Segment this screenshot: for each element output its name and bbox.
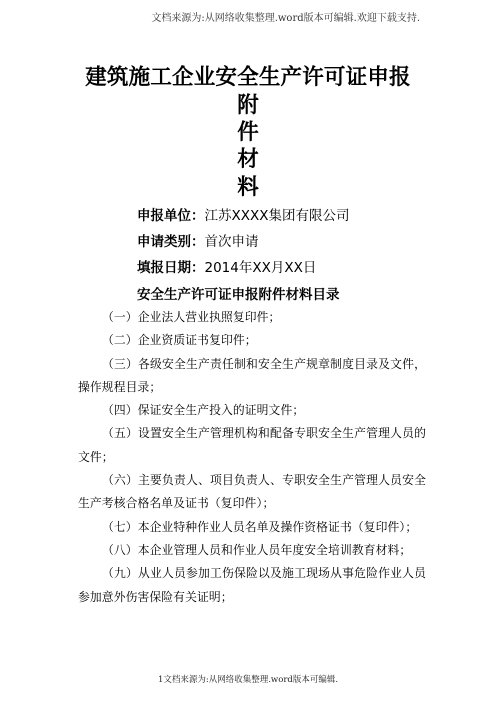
title-char: 件	[237, 120, 259, 146]
meta-value: 江苏XXXX集团有限公司	[204, 208, 350, 224]
list-item: （七）本企业特种作业人员名单及操作资格证书（复印件）；	[102, 519, 418, 534]
list-item: （八）本企业管理人员和作业人员年度安全培训教育材料；	[102, 542, 412, 557]
list-item: （五）设置安全生产管理机构和配备专职安全生产管理人员的文件；	[78, 426, 426, 464]
meta-category	[137, 230, 259, 250]
document-title: 建筑施工企业安全生产许可证申报	[85, 65, 411, 90]
document-title-vertical	[236, 92, 260, 201]
footer-note: 1文档来源为:从网络收集整理.word版本可编辑.	[157, 675, 339, 685]
list-item: （三）各级安全生产责任制和安全生产规章制度目录及文件，操作规程目录；	[78, 356, 426, 394]
list-item: （九）从业人员参加工伤保险以及施工现场从事危险作业人员参加意外伤害保险有关证明；	[78, 566, 426, 604]
meta-date	[137, 256, 316, 276]
list-item: （六）主要负责人、项目负责人、专职安全生产管理人员安全生产考核合格名单及证书（复印件）；	[78, 473, 426, 511]
meta-value: 首次申请	[204, 234, 259, 250]
meta-label: 申请类别：	[137, 234, 205, 250]
title-char: 材	[237, 147, 259, 173]
toc-list	[78, 306, 426, 609]
header-note: 文档来源为:从网络收集整理.word版本可编辑.欢迎下载支持.	[151, 13, 420, 24]
list-item: （四）保证安全生产投入的证明文件；	[102, 403, 305, 418]
title-char: 附	[237, 93, 259, 118]
meta-label: 申报单位：	[137, 208, 205, 224]
title-char: 料	[237, 174, 259, 200]
meta-applicant	[137, 204, 350, 224]
list-item: （一）企业法人营业执照复印件；	[102, 310, 281, 324]
toc-title: 安全生产许可证申报附件材料目录	[137, 287, 340, 303]
meta-value: 2014年XX月XX日	[204, 260, 317, 276]
list-item: （二）企业资质证书复印件；	[102, 333, 257, 348]
meta-label: 填报日期：	[137, 260, 205, 276]
